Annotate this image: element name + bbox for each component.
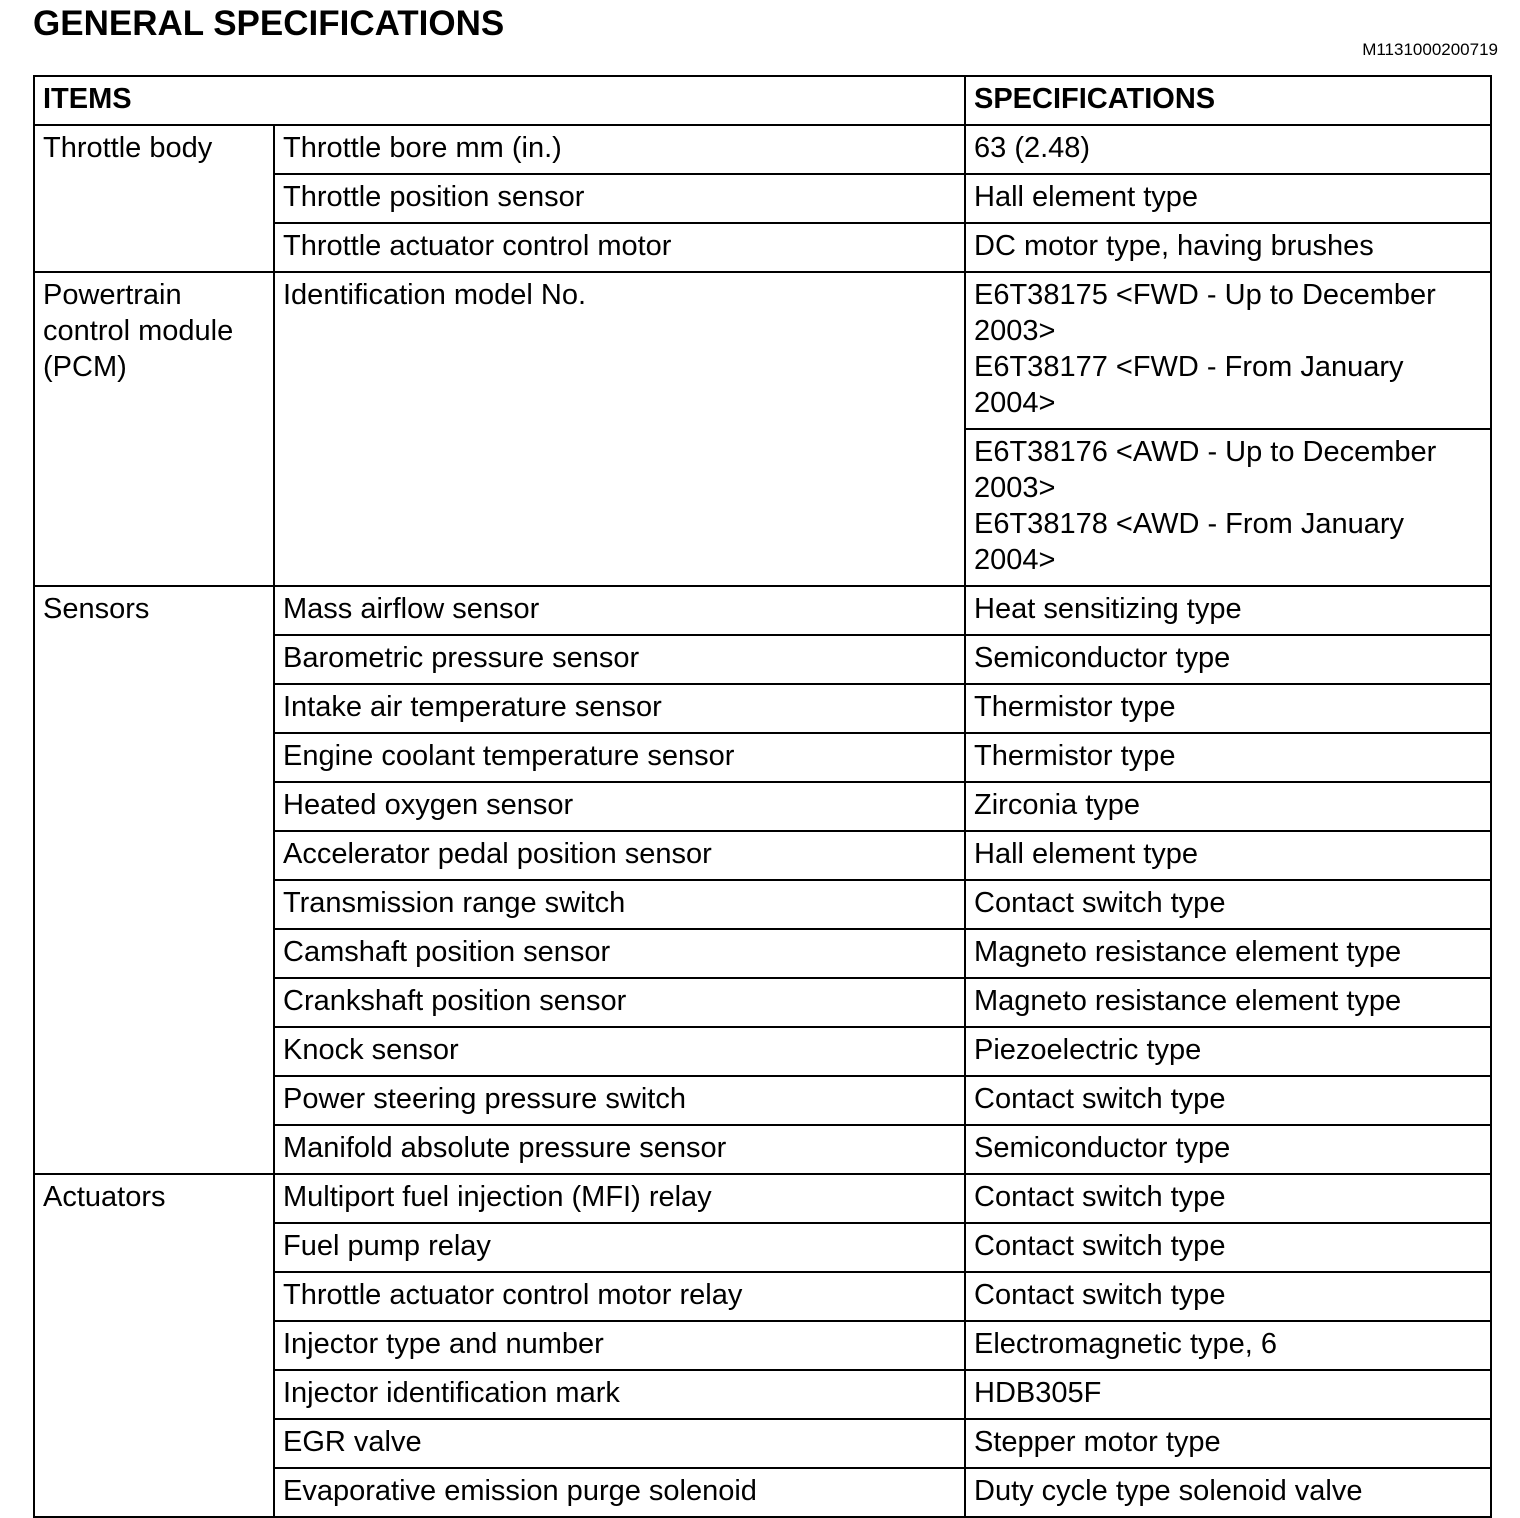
table-row [34, 125, 1491, 174]
table-row [34, 1174, 1491, 1223]
item-cell: Injector type and number [274, 1321, 965, 1370]
spec-line: 2003> [974, 315, 1056, 347]
items-header: ITEMS [34, 76, 965, 125]
item-cell: Multiport fuel injection (MFI) relay [274, 1174, 965, 1223]
group-name-line: Powertrain [43, 279, 182, 311]
item-cell: Transmission range switch [274, 880, 965, 929]
table-row [34, 272, 1491, 429]
spec-cell: HDB305F [965, 1370, 1491, 1419]
spec-cell: Heat sensitizing type [965, 586, 1491, 635]
item-cell: Evaporative emission purge solenoid [274, 1468, 965, 1517]
spec-cell: Thermistor type [965, 733, 1491, 782]
table-row [34, 586, 1491, 635]
group-name-line: control module [43, 315, 234, 347]
spec-line: E6T38178 <AWD - From January [974, 508, 1405, 540]
spec-line: 2003> [974, 472, 1056, 504]
spec-cell: Magneto resistance element type [965, 929, 1491, 978]
item-cell: Power steering pressure switch [274, 1076, 965, 1125]
spec-cell: Hall element type [965, 831, 1491, 880]
item-cell: Crankshaft position sensor [274, 978, 965, 1027]
spec-cell [965, 429, 1491, 586]
spec-line: E6T38177 <FWD - From January [974, 351, 1404, 383]
item-cell: Throttle position sensor [274, 174, 965, 223]
spec-cell: Stepper motor type [965, 1419, 1491, 1468]
spec-line: 2004> [974, 387, 1056, 419]
item-cell: Manifold absolute pressure sensor [274, 1125, 965, 1174]
spec-cell [965, 272, 1491, 429]
item-cell: Throttle actuator control motor [274, 223, 965, 272]
specifications-header: SPECIFICATIONS [965, 76, 1491, 125]
item-cell: Engine coolant temperature sensor [274, 733, 965, 782]
spec-cell: 63 (2.48) [965, 125, 1491, 174]
spec-cell: Contact switch type [965, 1174, 1491, 1223]
spec-line: 2004> [974, 544, 1056, 576]
item-cell: Identification model No. [274, 272, 965, 586]
spec-cell: Thermistor type [965, 684, 1491, 733]
page-title: GENERAL SPECIFICATIONS [33, 4, 505, 43]
spec-cell: Contact switch type [965, 1223, 1491, 1272]
spec-cell: DC motor type, having brushes [965, 223, 1491, 272]
spec-cell: Contact switch type [965, 1272, 1491, 1321]
spec-line: E6T38176 <AWD - Up to December [974, 436, 1437, 468]
spec-cell: Contact switch type [965, 880, 1491, 929]
item-cell: Heated oxygen sensor [274, 782, 965, 831]
group-name-line: (PCM) [43, 351, 127, 383]
spec-line: E6T38175 <FWD - Up to December [974, 279, 1436, 311]
group-name-actuators: Actuators [34, 1174, 274, 1517]
item-cell: Mass airflow sensor [274, 586, 965, 635]
spec-cell: Magneto resistance element type [965, 978, 1491, 1027]
document-code: M1131000200719 [1362, 40, 1498, 59]
item-cell: Throttle actuator control motor relay [274, 1272, 965, 1321]
item-cell: Accelerator pedal position sensor [274, 831, 965, 880]
spec-cell: Piezoelectric type [965, 1027, 1491, 1076]
item-cell: Fuel pump relay [274, 1223, 965, 1272]
spec-cell: Zirconia type [965, 782, 1491, 831]
spec-cell: Semiconductor type [965, 635, 1491, 684]
group-name-throttle-body: Throttle body [34, 125, 274, 272]
item-cell: EGR valve [274, 1419, 965, 1468]
spec-cell: Semiconductor type [965, 1125, 1491, 1174]
spec-cell: Duty cycle type solenoid valve [965, 1468, 1491, 1517]
item-cell: Intake air temperature sensor [274, 684, 965, 733]
item-cell: Injector identification mark [274, 1370, 965, 1419]
spec-cell: Electromagnetic type, 6 [965, 1321, 1491, 1370]
item-cell: Barometric pressure sensor [274, 635, 965, 684]
table-header-row [34, 76, 1491, 125]
group-name-pcm [34, 272, 274, 586]
item-cell: Knock sensor [274, 1027, 965, 1076]
spec-cell: Contact switch type [965, 1076, 1491, 1125]
item-cell: Throttle bore mm (in.) [274, 125, 965, 174]
spec-cell: Hall element type [965, 174, 1491, 223]
specifications-table [33, 75, 1492, 1518]
item-cell: Camshaft position sensor [274, 929, 965, 978]
group-name-sensors: Sensors [34, 586, 274, 1174]
